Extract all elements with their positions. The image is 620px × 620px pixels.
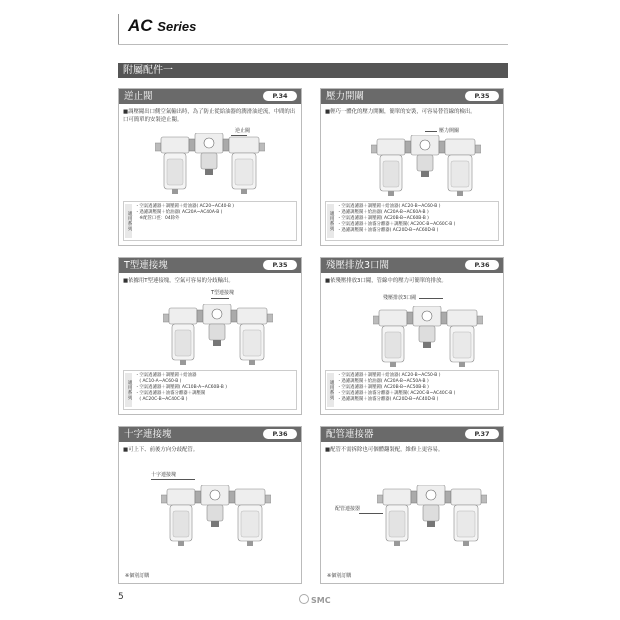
panel-title: 配管連接器 [326, 429, 374, 440]
note-line: ・空氣過濾器＋調壓閥＋給油器( AC20~AC40-B ) [135, 204, 234, 209]
panel-description: ■輕巧一體化的壓力開關，簡單的安裝，可容易替管線的檢出。 [325, 109, 476, 115]
section-title: 附屬配件一 [123, 65, 173, 76]
page-reference: P.37 [465, 429, 499, 439]
callout-line [419, 298, 443, 299]
note-line: ( AC10-A~AC60-B ) [135, 379, 182, 384]
panel-t-connector [118, 257, 302, 415]
callout-line [151, 479, 195, 480]
note-line: ・空氣過濾器＋調壓閥＋給油器 [135, 373, 197, 378]
brand-logo-text: SMC [311, 596, 331, 605]
applicable-series-label: 適用系列 [125, 204, 132, 238]
applicable-series-label: 適用系列 [327, 204, 334, 238]
smc-logo-icon [299, 594, 309, 604]
page-reference: P.35 [263, 260, 297, 270]
callout-label: 十字連接塊 [151, 472, 177, 478]
product-illustration [155, 133, 265, 195]
note-line: ・空氣過濾器＋油霧分離器＋調壓閥 [135, 391, 206, 396]
series-main: AC [128, 16, 153, 35]
note-line: ・空氣過濾器＋油霧分離器＋調壓閥( AC20C-B~AC40C-B ) [337, 391, 456, 396]
applicable-series-box [123, 370, 297, 410]
panel-pressure-switch [320, 88, 504, 246]
applicable-series-label: 適用系列 [125, 373, 132, 407]
panel-cross-connector [118, 426, 302, 584]
page-reference: P.36 [263, 429, 297, 439]
notes-list [135, 373, 295, 403]
note-line: ・過濾調壓閥＋油霧分離器( AC20D-B~AC60D-B ) [337, 228, 439, 233]
header-rule-vertical [118, 14, 119, 44]
callout-line [359, 513, 383, 514]
panel-header [119, 258, 301, 273]
note-line: ・空氣過濾器＋調壓閥( AC20B-B~AC50B-B ) [337, 385, 429, 390]
panel-title: 殘壓排放3口閥 [326, 260, 390, 271]
panel-residual-pressure-valve [320, 257, 504, 415]
callout-label: 殘壓排放3口閥 [383, 295, 417, 301]
product-illustration [373, 306, 483, 368]
product-illustration [161, 485, 271, 547]
panel-description: ■配管不需拆除也可個體翻裝配，維修上更容易。 [325, 447, 444, 453]
brand-logo [299, 594, 331, 605]
note-line: ・過濾調壓閥＋給油器( AC20A-B~AC50A-B ) [337, 379, 429, 384]
panel-description: ■依據用T型連接塊，空氣可容易的分歧輸出。 [123, 278, 234, 284]
page-number: 5 [118, 592, 124, 602]
product-image [371, 135, 481, 201]
notes-list [337, 373, 497, 403]
product-illustration [371, 135, 481, 197]
note-line: ・空氣過濾器＋調壓閥( AC20B-B~AC60B-B ) [337, 216, 429, 221]
callout-label: 配管連接器 [335, 506, 361, 512]
note-line: ・空氣過濾器＋油霧分離器＋調壓閥( AC20C-B~AC60C-B ) [337, 222, 456, 227]
note-line: ・空氣過濾器＋調壓閥＋給油器( AC20-B~AC50-B ) [337, 373, 441, 378]
panel-description: ■可上下、前後方向分歧配管。 [123, 447, 199, 453]
panel-header [321, 258, 503, 273]
series-title [128, 16, 196, 36]
header-rule-horizontal [118, 44, 508, 45]
note-line: ・過濾調壓閥＋給油器( AC20A-B~AC60A-B ) [337, 210, 429, 215]
order-footnote: ※個別訂購 [125, 573, 150, 579]
panel-header [119, 427, 301, 442]
order-footnote: ※個別訂購 [327, 573, 352, 579]
note-line: ※配管口徑：04除外 [135, 216, 180, 221]
callout-line [211, 298, 229, 299]
panel-title: 十字連接塊 [124, 429, 172, 440]
panel-title: 壓力開關 [326, 91, 365, 102]
callout-label: 壓力開關 [439, 128, 460, 134]
section-bar [118, 63, 508, 78]
panel-title: 逆止閥 [124, 91, 153, 102]
panel-header [321, 427, 503, 442]
callout-label: T型連接塊 [211, 290, 235, 296]
note-line: ( AC20C-B~AC40C-B ) [135, 397, 188, 402]
panel-description: ■調壓閥出口側空氣輸出時，為了防止從給油器的潤滑油逆流，中間的出口可簡單的安裝逆止閥。 [123, 109, 296, 123]
notes-list [337, 204, 497, 234]
applicable-series-box [325, 201, 499, 241]
callout-label: 逆止閥 [235, 128, 251, 134]
applicable-series-box [325, 370, 499, 410]
applicable-series-label: 適用系列 [327, 373, 334, 407]
series-sub: Series [157, 19, 197, 34]
page-reference: P.36 [465, 260, 499, 270]
note-line: ・空氣過濾器＋調壓閥( AC10B-A~AC60B-B ) [135, 385, 227, 390]
panel-header [321, 89, 503, 104]
page-reference: P.34 [263, 91, 297, 101]
panel-pipe-connector [320, 426, 504, 584]
callout-line [231, 135, 247, 136]
note-line: ・過濾調壓閥＋給油器( AC20A~AC40A-B ) [135, 210, 223, 215]
applicable-series-box [123, 201, 297, 241]
panel-description: ■依殘壓排放3口閥，管線中的壓力可簡單的排放。 [325, 278, 447, 284]
product-image [155, 133, 265, 199]
panel-header [119, 89, 301, 104]
note-line: ・空氣過濾器＋調壓閥＋給油器( AC20-B~AC60-B ) [337, 204, 441, 209]
notes-list [135, 204, 295, 222]
callout-line [425, 131, 437, 132]
product-illustration [377, 485, 487, 547]
panel-check-valve [118, 88, 302, 246]
page-reference: P.35 [465, 91, 499, 101]
product-image [373, 306, 483, 372]
product-illustration [163, 304, 273, 366]
product-image [377, 485, 487, 551]
panel-title: T型連接塊 [124, 260, 168, 271]
product-image [161, 485, 271, 551]
note-line: ・過濾調壓閥＋油霧分離器( AC20D-B~AC40D-B ) [337, 397, 439, 402]
product-image [163, 304, 273, 370]
